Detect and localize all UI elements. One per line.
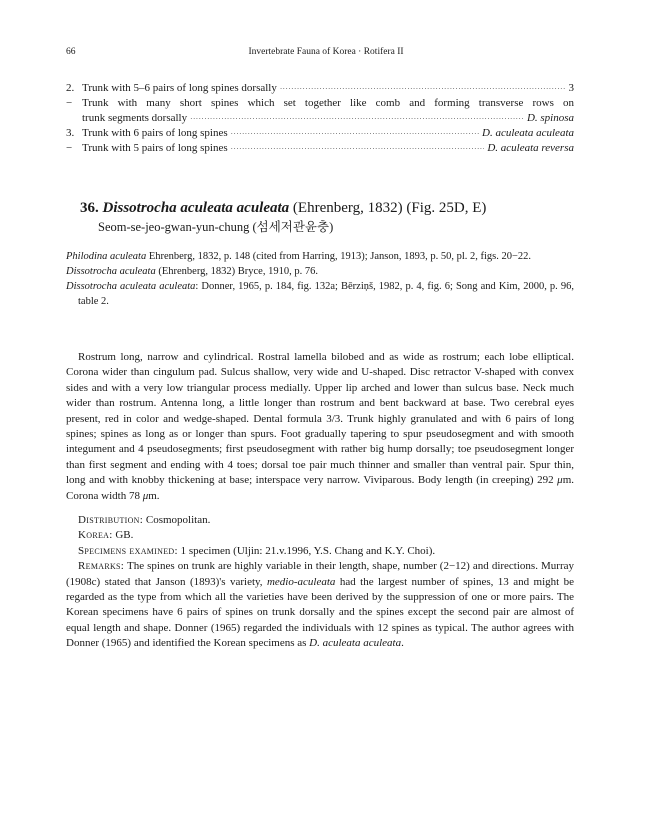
species-name: Dissotrocha aculeata aculeata (102, 200, 290, 216)
synonym-name: Dissotrocha aculeata (66, 266, 156, 277)
korea-distribution (66, 528, 574, 543)
synonymy-list (66, 249, 574, 309)
synonym-name: Philodina aculeata (66, 251, 147, 262)
remarks-end: . (401, 637, 404, 650)
species-heading (80, 199, 486, 217)
page-number: 66 (66, 47, 76, 57)
synonym-entry (66, 264, 574, 279)
distribution-value: Cosmopolitan. (143, 514, 211, 526)
species-number: 36. (80, 200, 99, 216)
synonym-citation: (Ehrenberg, 1832) Bryce, 1910, p. 76. (155, 266, 318, 277)
key-item-2-alt (66, 96, 574, 127)
remarks-text: had the largest number of spines, 13 and might be regarded as the type from which all the varieties have been derived by the suppression of one or more pairs. The Korean specimens have 6 pairs of spines on trunk dorsally and the spines except the second pair are almost of equal length and shape. Donner (1965) regarded the individuals with 12 spines as typical. The author agrees with Donner (1965) and identified the Korean specimens as (66, 575, 574, 650)
distribution (66, 513, 574, 528)
key-item-text: Trunk with 5–6 pairs of long spines dorsally (82, 82, 277, 94)
key-item-result: D. spinosa (526, 112, 574, 124)
specimens-value: 1 specimen (Uljin: 21.v.1996, Y.S. Chang and K.Y. Choi). (177, 544, 436, 557)
remarks (66, 559, 574, 651)
korean-name-line (98, 217, 333, 235)
key-item-text: Trunk with 6 pairs of long spines (82, 127, 228, 139)
species-metadata (66, 513, 574, 652)
leader-dots (190, 112, 524, 127)
key-item-number: 2. (66, 82, 75, 94)
running-title: Invertebrate Fauna of Korea · Rotifera II (248, 47, 404, 57)
key-item-2 (66, 81, 574, 97)
unit-micro: μ (557, 474, 563, 487)
corona-width: m. Corona width 78 (66, 474, 574, 502)
key-item-number: − (66, 142, 73, 154)
synonym-entry (66, 249, 574, 264)
key-item-3 (66, 126, 574, 142)
synonym-citation: Ehrenberg, 1832, p. 148 (cited from Harring, 1913); Janson, 1893, p. 50, pl. 2, figs. 20−22. (146, 251, 532, 262)
key-item-number: − (66, 97, 73, 109)
figure-reference: (Fig. 25D, E) (406, 200, 487, 216)
key-item-result: 3 (568, 82, 574, 94)
key-item-3-alt (66, 141, 574, 157)
specimens-label: Specimens examined: (78, 544, 178, 557)
body-length: Body length (in creeping) 292 (414, 474, 558, 487)
korea-value: GB. (112, 529, 134, 542)
key-item-text: Trunk with 5 pairs of long spines (82, 142, 228, 154)
leader-dots (280, 82, 566, 97)
korean-romanized-name: Seom-se-jeo-gwan-yun-chung (98, 220, 250, 234)
key-item-result: D. aculeata reversa (487, 142, 574, 154)
synonym-citation: : Donner, 1965, p. 184, fig. 132a; Bērziņš, 1982, p. 4, fig. 6; Song and Kim, 2000, p. 96, table 2. (78, 281, 574, 307)
leader-dots (231, 142, 485, 157)
species-author: (Ehrenberg, 1832) (292, 200, 403, 216)
synonym-name: Dissotrocha aculeata aculeata (66, 281, 196, 292)
key-item-text: Trunk with many short spines which set together like comb and forming transverse rows on (82, 97, 574, 109)
remarks-variety: medio-aculeata (266, 575, 336, 588)
remarks-text: The spines on trunk are highly variable in their length, shape, number (2−12) and directions. Murray (1908c) stated that Janson (1893)'s variety, (66, 560, 574, 588)
description-body: Rostrum long, narrow and cylindrical. Rostral lamella bilobed and as wide as rostrum; each lobe elliptical. Corona wider than cingulum pad. Sulcus shallow, very wide and U-shaped. Disc retractor V-shaped with convex sides and with a very low triangular process medially. Upper lip arched and lower than sulcus base. Neck much wider than rostrum. Antenna long, a little longer than rostrum and bent backward at base. Two cerebral eyes present, red in color and wedge-shaped. Dental formula 3/3. Trunk highly granulated and with 6 pairs of long spines; spines as long as or longer than spurs. Foot gradually tapering to spur pseudosegment and with smooth integument and 4 pseudosegments; first pseudosegment with rather big hump dorsally; toe pseudosegment longer than first segment and ending with 4 toes; dorsal toe pair much thinner and smaller than ventral pair. Spur thin, long and with knobby thickening at base; interspace very narrow. Viviparous. (66, 351, 574, 487)
specimens-examined (66, 544, 574, 559)
korean-name: (섬세저관윤충) (252, 220, 334, 234)
remarks-label: Remarks: (78, 560, 125, 573)
measure-end: m. (148, 489, 160, 502)
synonym-entry (66, 279, 574, 309)
korea-label: Korea: (78, 529, 113, 542)
unit-micro: μ (142, 489, 149, 502)
distribution-label: Distribution: (78, 514, 144, 526)
key-item-number: 3. (66, 127, 75, 139)
key-item-result: D. aculeata aculeata (482, 127, 574, 139)
species-description (66, 350, 574, 504)
leader-dots (231, 127, 479, 142)
remarks-species: D. aculeata aculeata (309, 637, 402, 650)
key-item-text-continued: trunk segments dorsally (82, 112, 188, 124)
